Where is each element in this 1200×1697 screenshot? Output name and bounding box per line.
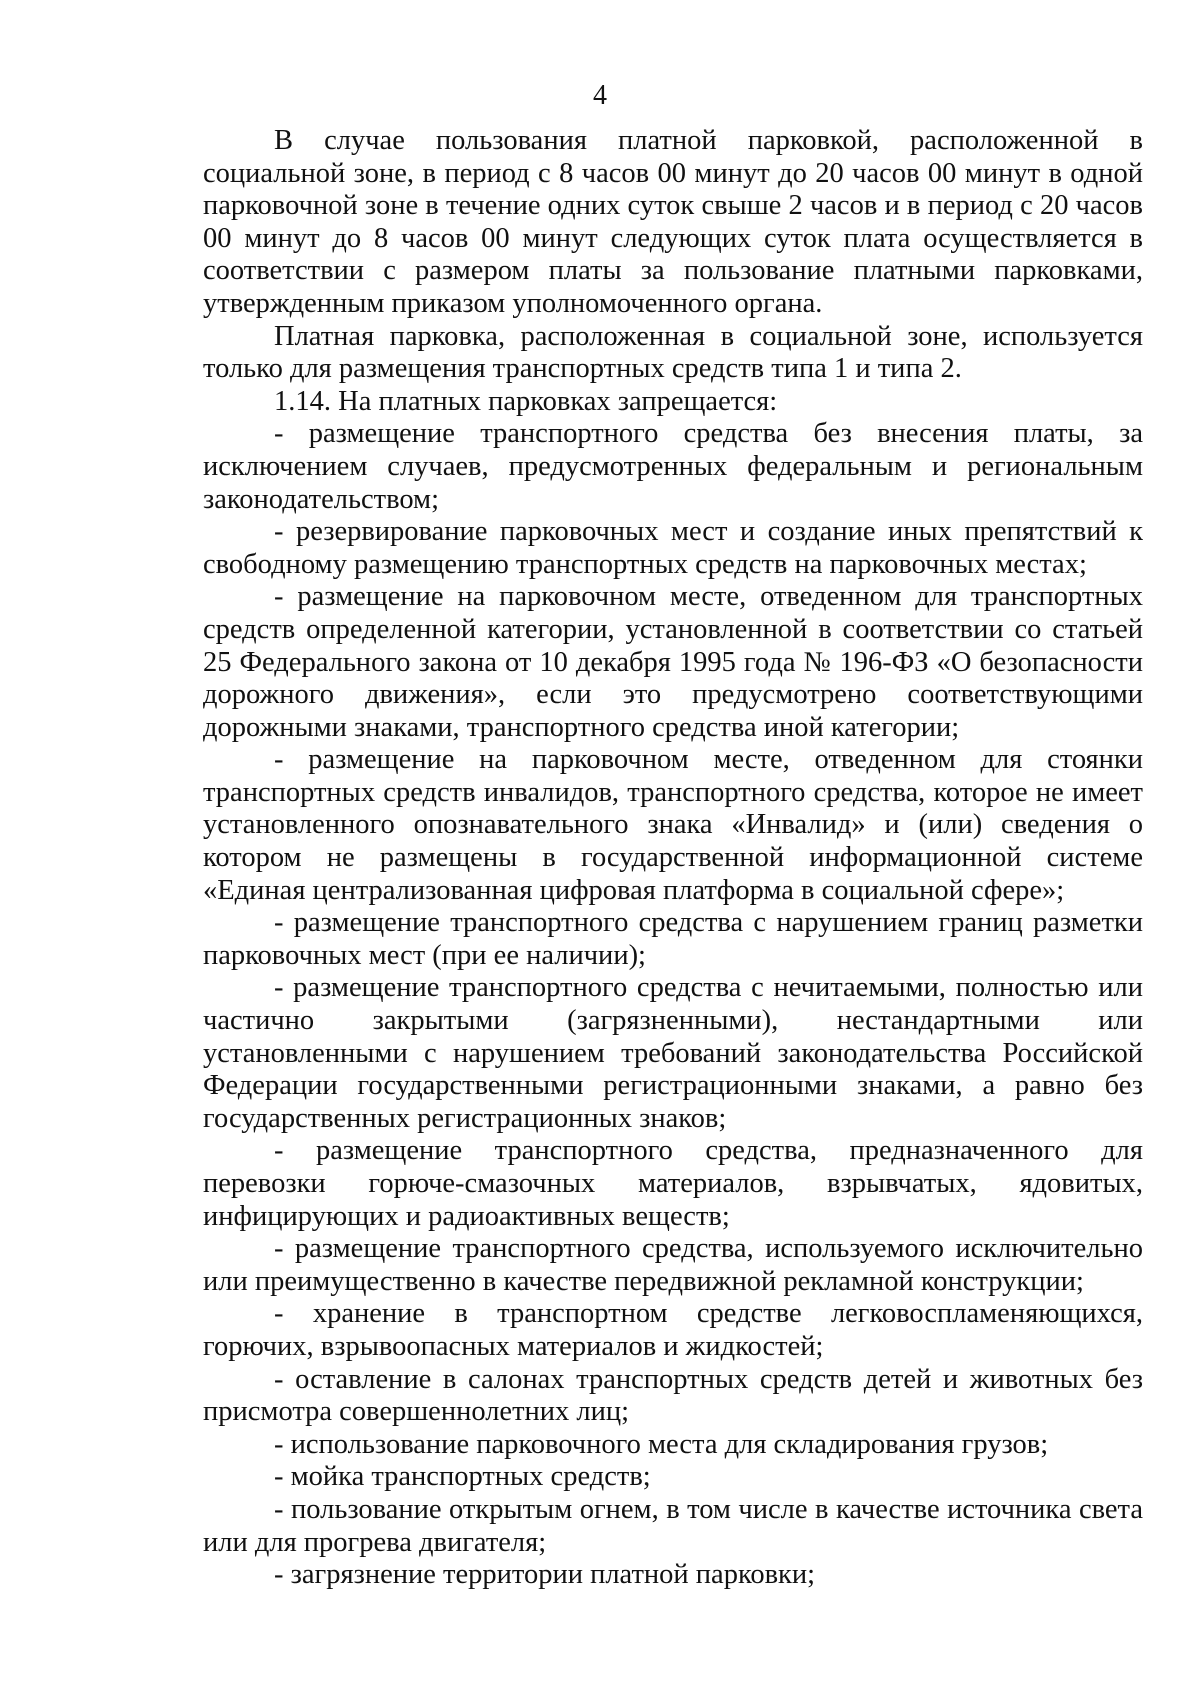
list-item-flammable-storage: - хранение в транспортном средстве легковоспламеняющихся, горючих, взрывоопасных материалов и жидкостей; bbox=[203, 1298, 1143, 1362]
list-item-open-fire: - пользование открытым огнем, в том числе в качестве источника света или для прогрева двигателя; bbox=[203, 1493, 1143, 1558]
list-item-cargo-storage: - использование парковочного места для складирования грузов; bbox=[274, 1428, 1049, 1460]
list-item-advertising-vehicle: - размещение транспортного средства, используемого исключительно или преимущественно в качестве передвижной рекламной конструкции; bbox=[203, 1233, 1143, 1297]
list-item-no-payment: - размещение транспортного средства без внесения платы, за исключением случаев, предусмотренных федеральным и региональным законодательством; bbox=[203, 418, 1143, 515]
list-item-marking-violation: - размещение транспортного средства с нарушением границ разметки парковочных мест (при ее наличии); bbox=[203, 907, 1143, 971]
list-item-plates-violation: - размещение транспортного средства с нечитаемыми, полностью или частично закрытыми (загрязненными), нестандартными или установленными с нарушением требований законодательства Российской Федерации государственными регистрационными знаками, а равно без государственных регистрационных знаков; bbox=[203, 972, 1143, 1134]
list-item-unattended-children: - оставление в салонах транспортных средств детей и животных без присмотра совершеннолетних лиц; bbox=[203, 1363, 1143, 1428]
paragraph-social-zone-vehicle-types: Платная парковка, расположенная в социальной зоне, используется только для размещения транспортных средств типа 1 и типа 2. bbox=[203, 320, 1143, 385]
page-number: 4 bbox=[593, 80, 607, 111]
list-item-littering: - загрязнение территории платной парковки; bbox=[274, 1559, 816, 1591]
list-item-vehicle-washing: - мойка транспортных средств; bbox=[274, 1461, 651, 1493]
list-item-disabled-spaces: - размещение на парковочном месте, отведенном для стоянки транспортных средств инвалидов, транспортного средства, которое не имеет установленного опознавательного знака «Инвалид» и (или) сведения о котором не размещены в государственной информационной системе «Единая централизованная цифровая платформа в социальной сфере»; bbox=[203, 744, 1143, 906]
section-1-14-heading: 1.14. На платных парковках запрещается: bbox=[274, 385, 778, 417]
list-item-category-spaces: - размещение на парковочном месте, отведенном для транспортных средств определенной категории, установленной в соответствии со статьей 25 Федерального закона от 10 декабря 1995 года № 196-ФЗ «О безопасности дорожного движения», если это предусмотрено соответствующими дорожными знаками, транспортного средства иной категории; bbox=[203, 581, 1143, 743]
list-item-reserving-spaces: - резервирование парковочных мест и создание иных препятствий к свободному размещению транспортных средств на парковочных местах; bbox=[203, 516, 1143, 580]
list-item-hazardous-transport: - размещение транспортного средства, предназначенного для перевозки горюче-смазочных материалов, взрывчатых, ядовитых, инфицирующих и радиоактивных веществ; bbox=[203, 1135, 1143, 1232]
paragraph-social-zone-fee: В случае пользования платной парковкой, расположенной в социальной зоне, в период с 8 часов 00 минут до 20 часов 00 минут в одной парковочной зоне в течение одних суток свыше 2 часов и в период с 20 часов 00 минут до 8 часов 00 минут следующих суток плата осуществляется в соответствии с размером платы за пользование платными парковками, утвержденным приказом уполномоченного органа. bbox=[203, 125, 1143, 319]
document-body bbox=[203, 125, 1143, 1592]
